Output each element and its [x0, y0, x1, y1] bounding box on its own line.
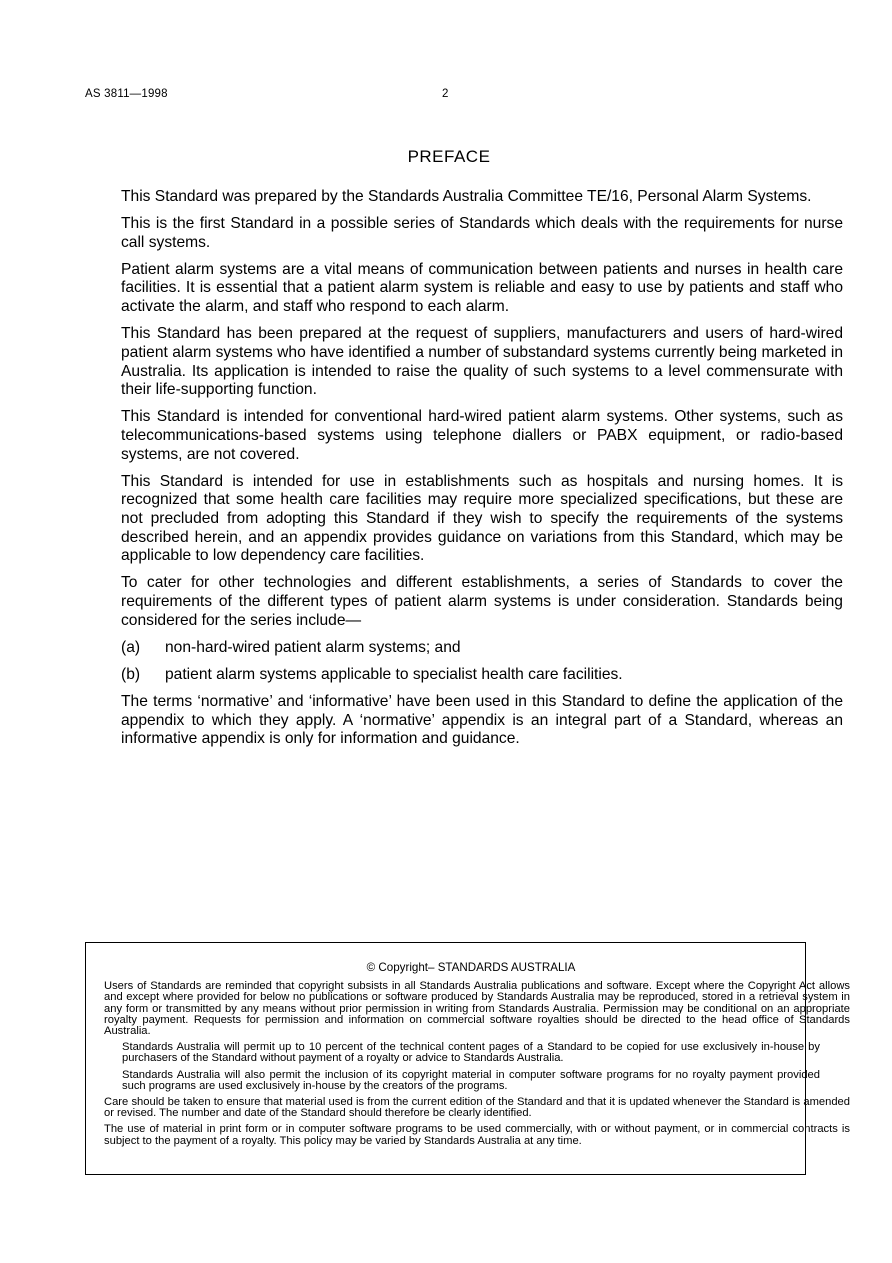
copyright-paragraph: The use of material in print form or in computer software programs to be used commercially, with or without payment, or in commercial contracts is subject to the payment of a royalty. This policy may be varied by Standards Australia at any time. — [104, 1123, 850, 1147]
paragraph-normative: The terms ‘normative’ and ‘informative’ have been used in this Standard to define the application of the appendix to which they apply. A ‘normative’ appendix is an integral part of a Standard, whereas an informative appendix is only for information and guidance. — [121, 692, 843, 748]
copyright-paragraph: Standards Australia will permit up to 10 percent of the technical content pages of a Standard to be copied for use exclusively in-house by purchasers of the Standard without payment of a royalty or advice to Standards Australia. — [122, 1041, 820, 1065]
paragraph-alarm-systems: Patient alarm systems are a vital means of communication between patients and nurses in health care facilities. It is essential that a patient alarm system is reliable and easy to use by patients and staff who activate the alarm, and staff who respond to each alarm. — [121, 260, 843, 316]
copyright-paragraph: Users of Standards are reminded that copyright subsists in all Standards Australia publications and software. Except where the Copyright Act allows and except where provided for below no publications or software produced by Standards Australia may be reproduced, stored in a retrieval system in any form or transmitted by any means without prior permission in writing from Standards Australia. Permission may be conditional on an appropriate royalty payment. Requests for permission and information on commercial software royalties should be directed to the head office of Standards Australia. — [104, 980, 850, 1038]
copyright-title: © Copyright– STANDARDS AUSTRALIA — [366, 961, 576, 974]
copyright-paragraph: Standards Australia will also permit the inclusion of its copyright material in computer software programs for no royalty payment provided such programs are used exclusively in-house by the creators of the programs. — [122, 1068, 820, 1092]
standard-number: AS 3811—1998 — [85, 88, 168, 100]
list-text: non-hard-wired patient alarm systems; and — [165, 638, 461, 656]
copyright-notice — [104, 962, 850, 1152]
list-marker: (b) — [121, 665, 141, 683]
paragraph-series: To cater for other technologies and different establishments, a series of Standards to cover the requirements of the different types of patient alarm systems is under consideration. Standards being considered for the series include— — [121, 574, 843, 629]
paragraph-committee: This Standard was prepared by the Standards Australia Committee TE/16, Personal Alarm Systems. — [121, 188, 812, 205]
list-text: patient alarm systems applicable to specialist health care facilities. — [165, 665, 623, 683]
paragraph-scope: This Standard is intended for conventional hard-wired patient alarm systems. Other systems, such as telecommunications-based systems using telephone diallers or PABX equipment, or radio-based systems, are not covered. — [121, 408, 843, 463]
paragraph-establishments: This Standard is intended for use in establishments such as hospitals and nursing homes. It is recognized that some health care facilities may require more specialized specifications, but these are not precluded from adopting this Standard if they wish to specify the requirements of the systems described herein, and an appendix provides guidance on variations from this Standard, which may be applicable to low dependency care facilities. — [121, 472, 843, 565]
list-marker: (a) — [121, 638, 141, 656]
paragraph-first-standard: This is the first Standard in a possible series of Standards which deals with the requirements for nurse call systems. — [121, 215, 843, 251]
paragraph-request: This Standard has been prepared at the request of suppliers, manufacturers and users of hard-wired patient alarm systems who have identified a number of substandard systems currently being marketed in Australia. Its application is intended to raise the quality of such systems to a level commensurate with their life-supporting function. — [121, 325, 843, 399]
copyright-paragraph: Care should be taken to ensure that material used is from the current edition of the Standard and that it is updated whenever the Standard is amended or revised. The number and date of the Standard should therefore be clearly identified. — [104, 1096, 850, 1120]
list-item — [121, 639, 843, 658]
page-title: PREFACE — [407, 147, 491, 166]
preface-body — [121, 188, 843, 757]
page-number: 2 — [442, 88, 449, 100]
list-item — [121, 666, 843, 685]
